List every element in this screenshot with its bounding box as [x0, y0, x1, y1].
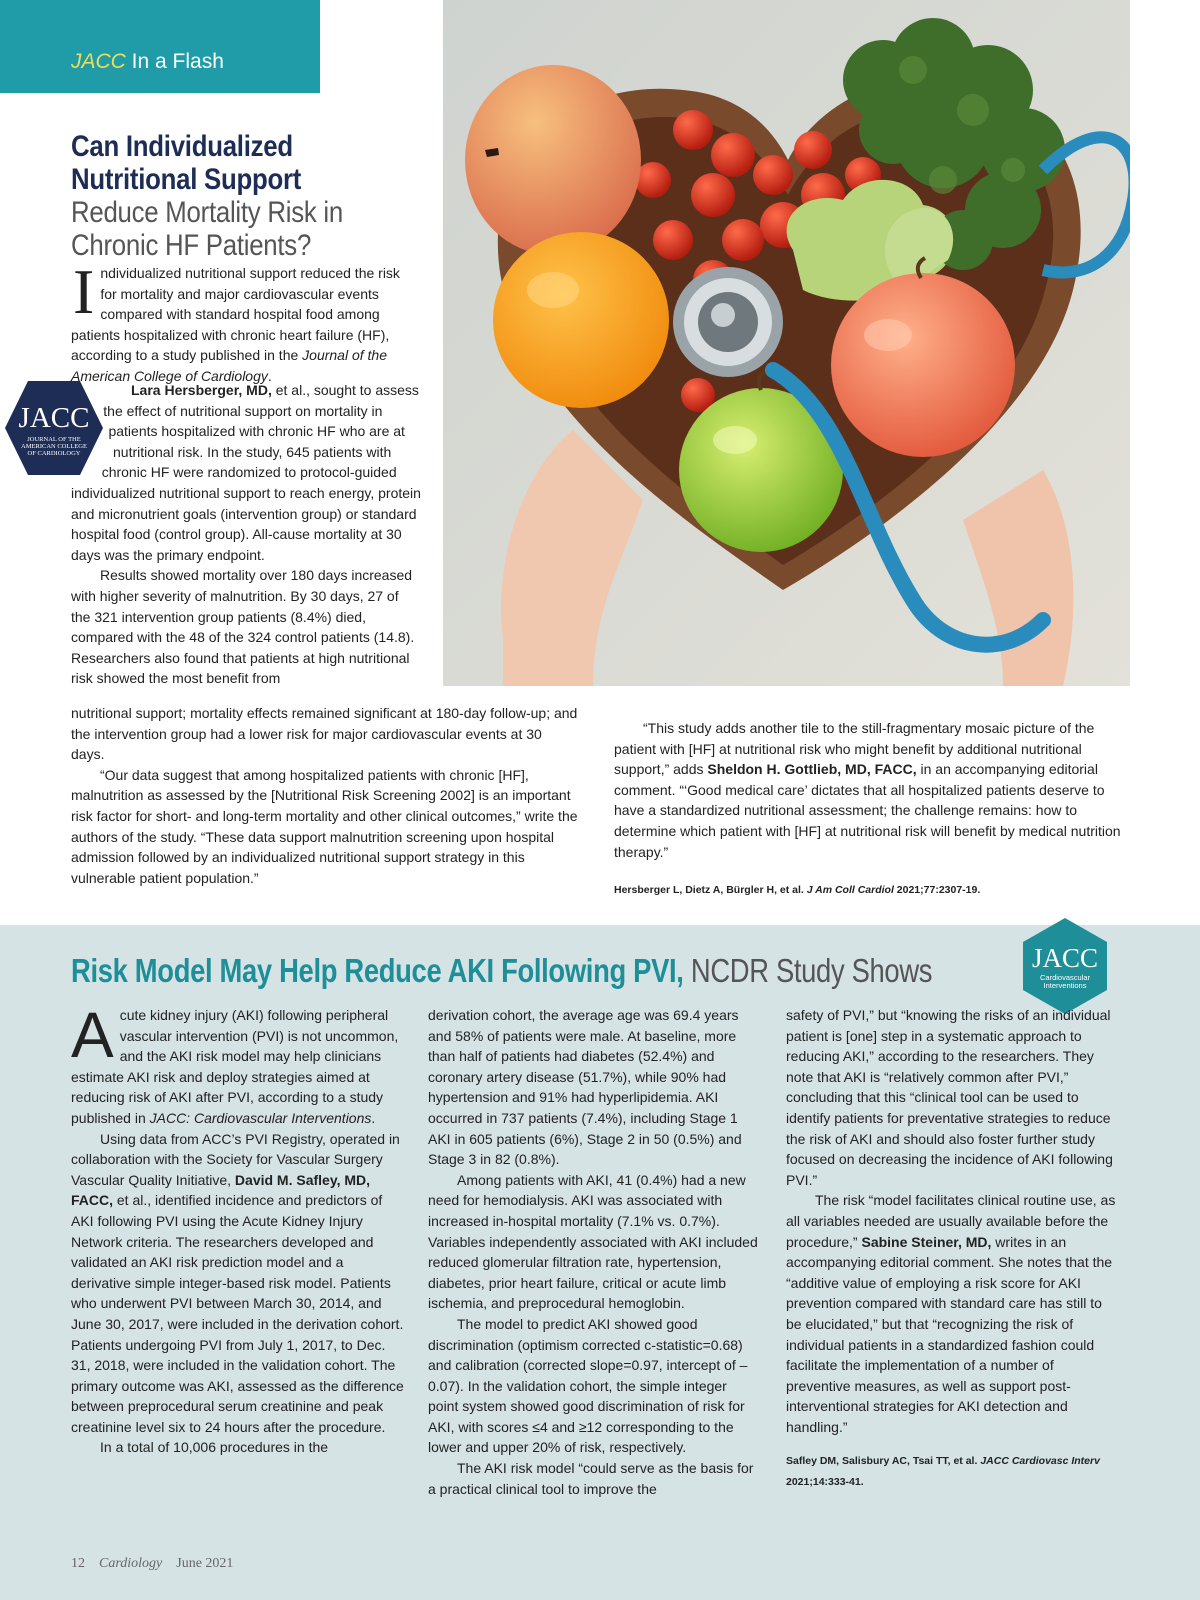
- paragraph: Results showed mortality over 180 days increased with higher severity of malnutrition. By 30 days, 27 of the 321 intervention group patients (8.4%) died, compared with the 48 of the 324 control patients (14.8). Researchers also found that patients at high nutritional risk showed the most benefit from: [71, 567, 415, 687]
- paragraph: Lara Hersberger, MD, et al., sought to assess the effect of nutritional support on mortality in patients hospitalized with chronic HF who are at nutritional risk. In the study, 645 patients with chronic HF were randomized to protocol-guided individualized nutritional support to reach energy, protein and micronutrient goals (intervention group) or standard hospital food (control group). All-cause mortality at 30 days was the primary endpoint.: [71, 382, 421, 563]
- page-number: 12: [71, 1556, 85, 1571]
- article1-column-right: [614, 718, 1132, 901]
- paragraph: nutritional support; mortality effects remained significant at 180-day follow-up; and the intervention group had a lower risk for major cardiovascular events at 30 days.: [71, 705, 578, 763]
- svg-text:JOURNAL OF THE: JOURNAL OF THE: [27, 436, 81, 443]
- paragraph: The model to predict AKI showed good discrimination (optimism corrected c-statistic=0.68) and calibration (corrected slope=0.97, intercept of –0.07). In the validation cohort, the simple integer point system showed good discrimination of risk for AKI, with scores ≤4 and ≥12 corresponding to the lower and upper 20% of risk, respectively.: [428, 1315, 748, 1456]
- paragraph: “This study adds another tile to the still-fragmentary mosaic picture of the patient with [HF] at nutritional risk who might benefit by additional nutritional support,” adds Sheldon H. Gottlieb, MD, FACC, in an accompanying editorial comment. “‘Good medical care’ dictates that all hospitalized patients deserve to have a standardized nutritional assessment; the challenge remains: how to determine which patient with [HF] at nutritional risk will benefit by medical nutrition therapy.”: [614, 720, 1121, 860]
- paragraph: Among patients with AKI, 41 (0.4%) had a new need for hemodialysis. AKI was associated with increased in-hospital mortality (7.1% vs. 0.7%). Variables independently associated with AKI included reduced glomerular filtration rate, hypertension, diabetes, prior heart failure, critical or acute limb ischemia, and preprocedural hemoglobin.: [428, 1171, 758, 1312]
- paragraph: derivation cohort, the average age was 69.4 years and 58% of patients were male. At baseline, more than half of patients had diabetes (52.4%) and coronary artery disease (51.7%), while 90% had hypertension and 91% had hyperlipidemia. AKI occurred in 737 patients (7.4%), including Stage 1 AKI in 605 patients (6%), Stage 2 in 50 (0.5%) and Stage 3 in 82 (0.8%).: [428, 1007, 742, 1168]
- heart-fruit-photo: [443, 0, 1130, 686]
- svg-text:Interventions: Interventions: [1043, 981, 1087, 990]
- magazine-name: Cardiology: [99, 1556, 163, 1571]
- article2-title: Risk Model May Help Reduce AKI Following PVI, NCDR Study Shows: [71, 952, 933, 989]
- paragraph: safety of PVI,” but “knowing the risks of an individual patient is [one] step in a systematic approach to reducing AKI,” according to the researchers. They note that AKI is “relatively common after PVI,” concluding that this “clinical tool can be used to identify patients for preventative strategies to reduce the risk of AKI and should also foster further study focused on decreasing the incidence of AKI following PVI.”: [786, 1007, 1113, 1188]
- fruit-heart-illustration: [443, 0, 1130, 686]
- section-label: JACC In a Flash: [71, 50, 224, 73]
- paragraph: “Our data suggest that among hospitalized patients with chronic [HF], malnutrition as assessed by the [Nutritional Risk Screening 2002] is an important risk factor for short- and long-term mortality and other clinical outcomes,” write the authors of the study. “These data support malnutrition screening upon hospital admission followed by an individualized nutritional support strategy in this vulnerable patient population.”: [71, 766, 578, 886]
- article2-column-2: [428, 1005, 760, 1499]
- citation: Safley DM, Salisbury AC, Tsai TT, et al. JACC Cardiovasc Interv 2021;14:333-41.: [786, 1455, 1100, 1489]
- jacc-interventions-badge-icon: [1015, 916, 1115, 1016]
- paragraph: Using data from ACC’s PVI Registry, operated in collaboration with the Society for Vascular Surgery Vascular Quality Initiative, David M. Safley, MD, FACC, et al., identified incidence and predictors of AKI following PVI using the Acute Kidney Injury Network criteria. The researchers developed and validated an AKI risk prediction model and a derivative simple integer-based risk model. Patients who underwent PVI between March 30, 2014, and June 30, 2017, were included in the derivation cohort. Patients undergoing PVI from July 1, 2017, to Dec. 31, 2018, were included in the validation cohort. The primary outcome was AKI, assessed as the difference between preprocedural serum creatinine and peak creatinine level six to 24 hours after the procedure.: [71, 1130, 404, 1435]
- section-banner: [0, 0, 320, 93]
- svg-text:OF CARDIOLOGY: OF CARDIOLOGY: [27, 450, 81, 457]
- issue-date: June 2021: [176, 1556, 234, 1571]
- svg-text:AMERICAN COLLEGE: AMERICAN COLLEGE: [21, 443, 87, 450]
- article1-intro: I ndividualized nutritional support reduced the risk for mortality and major cardiovascular events compared with standard hospital food among patients hospitalized with chronic heart failure (HF), according to a study published in the Journal of the American College of Cardiology.: [71, 256, 400, 384]
- article1-column: [71, 380, 421, 689]
- paragraph: In a total of 10,006 procedures in the: [100, 1439, 329, 1456]
- svg-text:JACC: JACC: [18, 402, 90, 434]
- dropcap: A: [71, 999, 114, 1071]
- citation: Hersberger L, Dietz A, Bürgler H, et al. J Am Coll Cardiol 2021;77:2307-19.: [614, 884, 981, 897]
- article1-column-wide: [71, 703, 579, 888]
- paragraph: The AKI risk model “could serve as the basis for a practical clinical tool to improve the: [428, 1460, 754, 1497]
- dropcap: I: [73, 256, 95, 327]
- article1-title: Can Individualized Nutritional Support Reduce Mortality Risk in Chronic HF Patients?: [71, 130, 343, 262]
- svg-text:Cardiovascular: Cardiovascular: [1039, 973, 1091, 982]
- svg-text:JACC: JACC: [1031, 943, 1099, 973]
- article2-column-1: [71, 999, 404, 1458]
- paragraph: The risk “model facilitates clinical routine use, as all variables needed are usually available before the procedure,” Sabine Steiner, MD, writes in an accompanying editorial comment. She notes that the “additive value of employing a risk score for AKI prevention compared with standard care has still to be elucidated,” but that “recognizing the risk of individual patients in a standardized fashion could facilitate the implementation of a number of preventive measures, as well as support post-interventional strategies for AKI detection and handling.”: [786, 1192, 1116, 1435]
- page-footer: [71, 1556, 233, 1572]
- article2-column-3: [786, 1005, 1116, 1493]
- paragraph: cute kidney injury (AKI) following peripheral vascular intervention (PVI) is not uncommon, and the AKI risk model may help clinicians estimate AKI risk and deploy strategies aimed at reducing risk of AKI after PVI, according to a study published in JACC: Cardiovascular Interventions.: [71, 1007, 399, 1126]
